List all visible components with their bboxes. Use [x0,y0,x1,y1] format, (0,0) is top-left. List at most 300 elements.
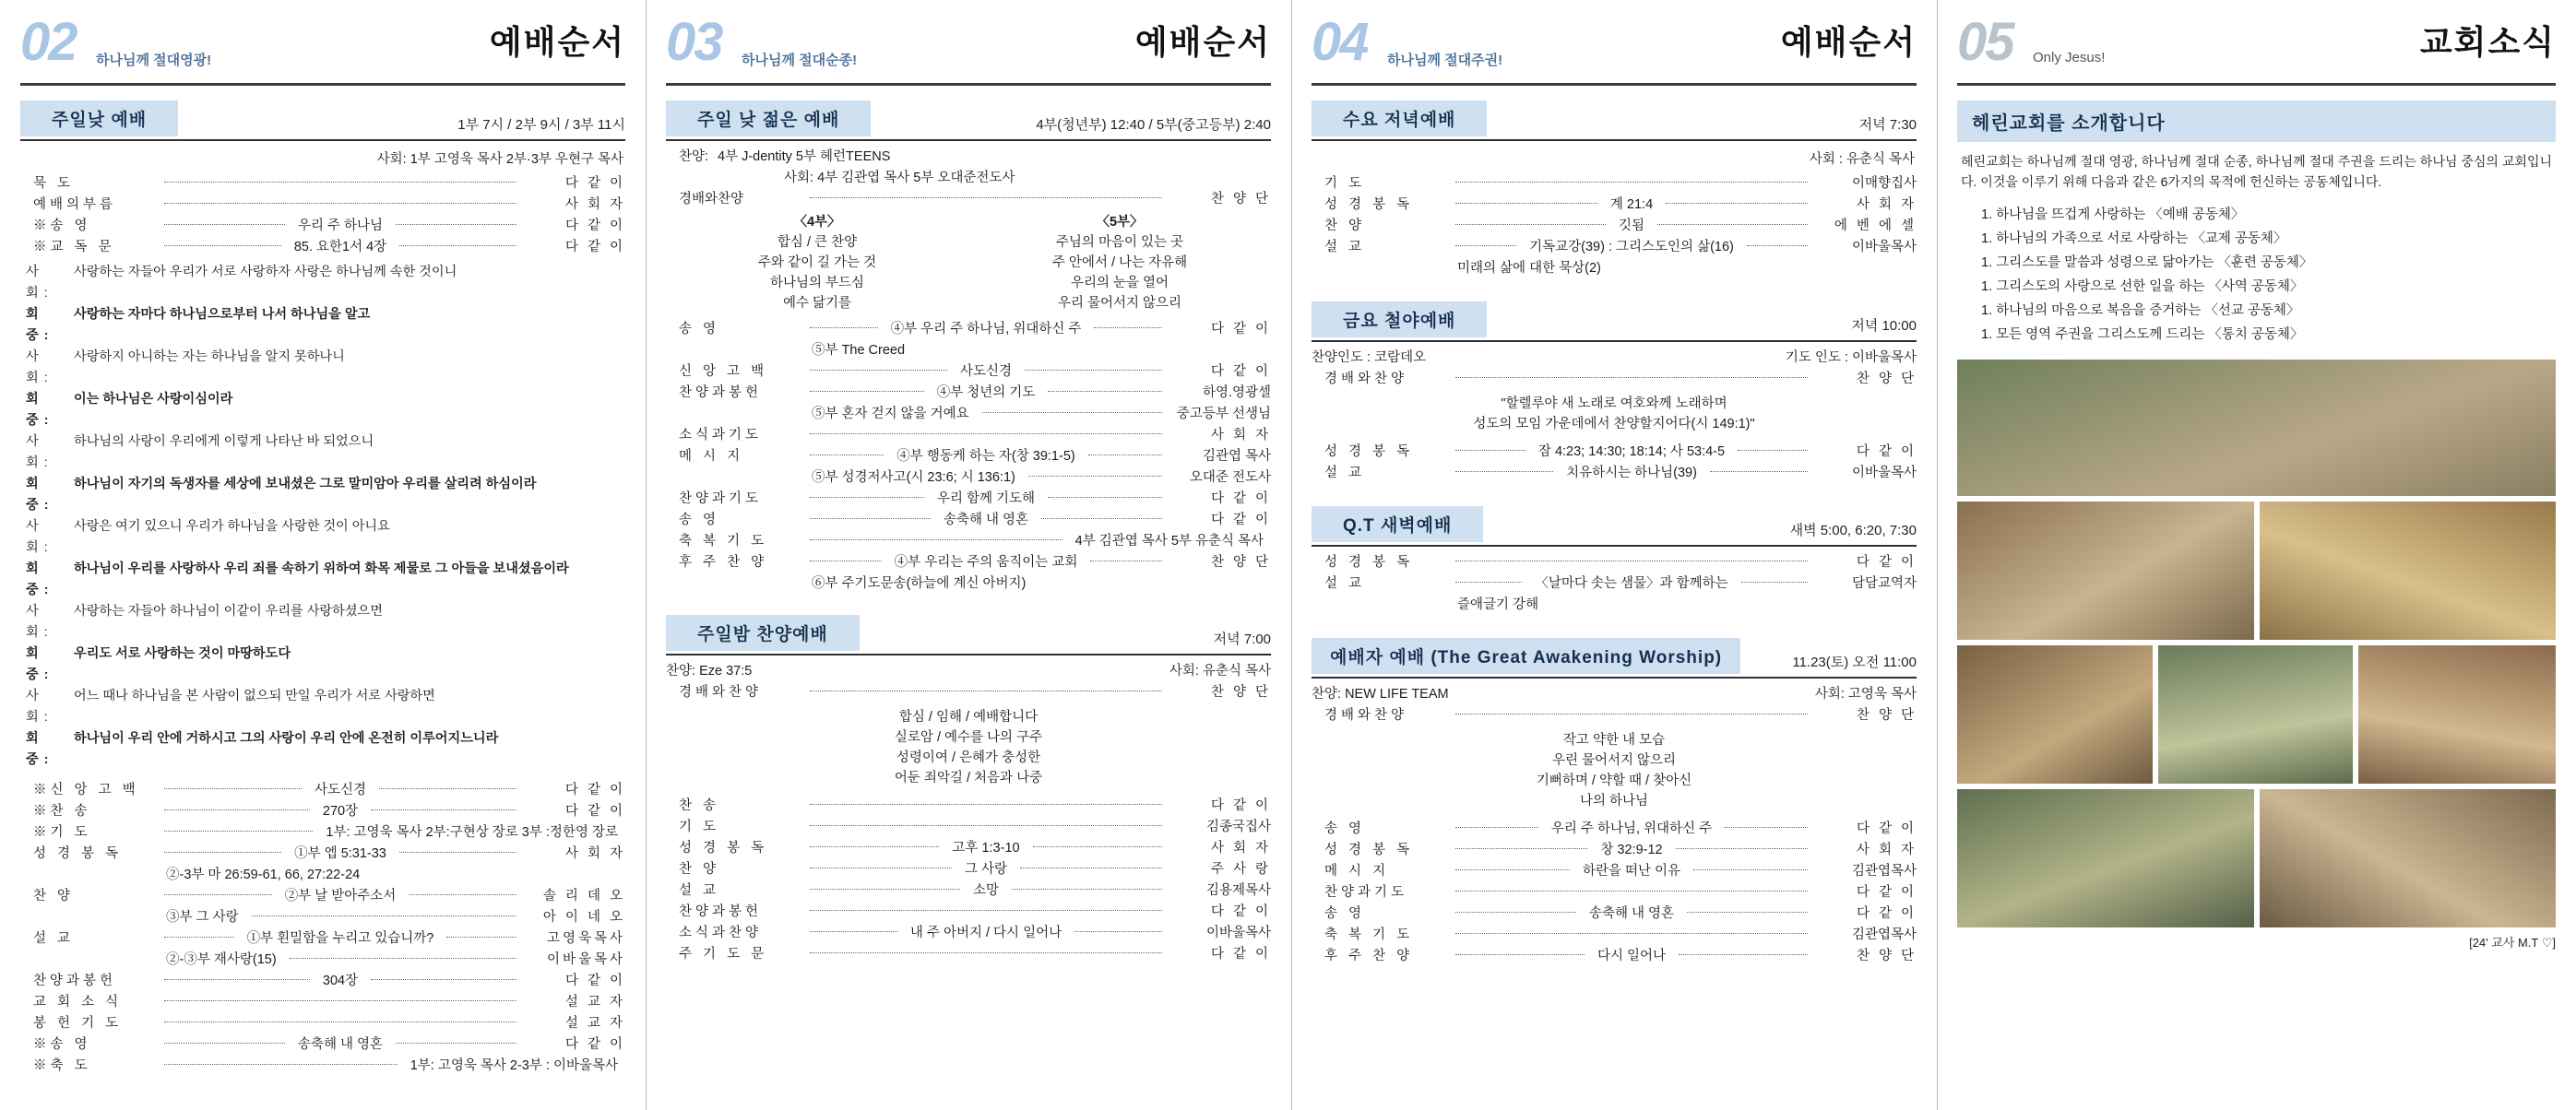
order-label: 후 주 찬 양 [1324,949,1414,963]
order-label: ※송 영 [33,1037,91,1052]
reading-text: 사랑하지 아니하는 자는 하나님을 알지 못하나니 [74,349,345,364]
order-row [20,928,625,950]
order-detail: 송축해 내 영혼 [943,513,1029,527]
song-line: 어둔 죄악길 / 처음과 나중 [894,771,1043,785]
order-row [1312,463,1917,484]
section-title: 주일밤 찬양예배 [666,615,860,651]
order-row [666,552,1271,573]
order-value: 찬 양 단 [1210,555,1272,570]
reading-speaker: 회 중: [26,477,54,513]
dot-leader [371,809,516,810]
order-row [666,838,1271,859]
reading-text: 사랑하는 자들아 우리가 서로 사랑하자 사랑은 하나님께 속한 것이니 [74,265,457,279]
order-detail: 치유하시는 하나님(39) [1566,466,1697,480]
section-rule [1312,545,1917,547]
order-detail: ⑤부 성경저사고(시 23:6; 시 136:1) [812,470,1015,485]
order-row [20,865,625,886]
order-detail: 하란을 떠난 이유 [1582,864,1681,879]
order-row [20,1013,625,1034]
reading-text: 어느 때나 하나님을 본 사람이 없으되 만일 우리가 서로 사랑하면 [74,689,435,703]
order-detail: ⑤부 혼자 걷지 않을 거예요 [812,407,969,421]
order-row [666,817,1271,838]
order-row [20,1056,625,1077]
order-detail: 1부: 고영욱 목사 2-3부 : 이바울목사 [410,1058,618,1073]
order-row [1312,348,1917,369]
dot-leader [164,1021,516,1022]
order-row [20,780,625,801]
reading-speaker: 사 회: [26,604,53,640]
dot-leader [1455,848,1587,849]
song-line: 작고 약한 내 모습 [1562,733,1666,748]
dot-leader [810,910,1162,911]
dot-leader [1679,954,1808,955]
dot-leader [1033,846,1162,847]
section-rule [20,139,625,141]
order-value: 사 회 자 [1210,428,1271,443]
order-row [20,844,625,865]
panel-04-header [1312,12,1917,81]
dot-leader [371,979,516,980]
photo [1957,502,2254,640]
order-value: 다 같 이 [564,974,626,988]
order-row [1312,684,1917,705]
dot-leader [1657,224,1808,225]
order-row [666,340,1271,361]
section-leader: 사회 : 유춘식 목사 [1809,152,1915,167]
panel-title: 교회소식 [2419,23,2556,61]
dot-leader [810,197,1162,198]
order-value: 다 같 이 [564,783,625,797]
order-value: 다 같 이 [1856,885,1917,900]
order-row [20,195,625,216]
order-value: 다 같 이 [564,1037,626,1052]
order-row [20,907,625,928]
dot-leader [1747,245,1808,246]
order-row [666,425,1271,446]
order-detail: 미래의 삶에 대한 묵상(2) [1457,261,1601,276]
order-row [666,189,1271,210]
scripture-quote [1312,394,1917,434]
reading-text: 우리도 서로 사랑하는 것이 마땅하도다 [74,646,291,661]
dot-leader [1455,245,1516,246]
dot-leader [1048,497,1162,498]
song-line: 성령이여 / 은혜가 충성한 [896,750,1041,765]
order-detail: 4부 김관엽 목사 5부 유춘식 목사 [1074,534,1264,549]
order-label: 설 교 [1324,576,1366,591]
order-label: 송 영 [679,322,720,337]
panel-02-header [20,12,625,81]
order-detail: 사도신경 [314,783,367,797]
order-label: ※찬 송 [33,804,91,819]
order-row [1312,258,1917,279]
order-value: 사 회 자 [564,846,625,861]
song-line: 우리 물어서지 않으리 [1057,296,1182,311]
order-row [666,510,1271,531]
dot-leader [1025,370,1162,371]
order-label: 찬양: NEW LIFE TEAM [1312,687,1449,702]
quote-line: "할렐루야 새 노래로 여호와께 노래하며 [1501,396,1727,411]
section-title: 주일 낮 젊은 예배 [666,100,871,136]
intro-heading: 헤린교회를 소개합니다 [1957,100,2556,142]
order-value: 김용제목사 [1205,883,1272,898]
section-rule [666,654,1271,655]
dot-leader [399,245,516,246]
order-label: 소식과기도 [679,428,763,443]
dot-leader [810,952,1162,953]
order-detail: 85. 요한1서 4장 [293,240,387,254]
order-label: 송 영 [679,513,720,527]
order-value: 다 같 이 [1856,555,1917,570]
reading-text: 하나님이 우리 안에 거하시고 그의 사랑이 우리 안에 온전히 이루어지느니라 [74,731,499,746]
reading-text: 하나님이 우리를 사랑하사 우리 죄를 속하기 위하여 화목 제물로 그 아들을 보내셨음이라 [74,561,569,576]
panel-title: 예배순서 [1780,23,1917,61]
section-wednesday-evening [1312,100,1917,279]
reading-line [26,516,625,559]
section-qt-dawn [1312,506,1917,616]
order-value: 다 같 이 [1856,906,1917,921]
order-detail: ④부 우리 주 하나님, 위대하신 주 [890,322,1082,337]
order-value: 찬 양 단 [1856,372,1917,386]
dot-leader [164,1064,398,1065]
order-row [666,147,1271,168]
photo [1957,360,2556,496]
order-row [20,992,625,1013]
order-detail: 기독교강(39) : 그리스도인의 삶(16) [1529,240,1734,254]
panel-04 [1291,0,1937,1110]
order-label: 예배의부름 [33,197,117,212]
panel-02 [0,0,646,1110]
dot-leader [164,788,302,789]
photo-credit: [24' 교사 M.T ♡] [2469,936,2556,950]
song-line: 합심 / 큰 찬양 [777,235,858,250]
reading-text: 사랑하는 자들아 하나님이 이같이 우리를 사랑하셨으면 [74,604,383,619]
order-row [666,923,1271,944]
reading-text: 이는 하나님은 사랑이심이라 [74,392,233,407]
order-label: 성 경 봉 독 [679,841,768,856]
order-row [20,237,625,258]
dot-leader [164,203,516,204]
purpose-item: 1. 그리스도의 사랑으로 선한 일을 하는 〈사역 공동체〉 [1981,279,2304,294]
dot-leader [1455,224,1606,225]
order-label: 송 영 [1324,906,1366,921]
order-value: 다 같 이 [1210,798,1271,813]
order-row [666,682,1271,703]
order-detail: 계 21:4 [1609,197,1654,212]
order-row [666,531,1271,552]
order-detail: ②-3부 마 26:59-61, 66, 27:22-24 [166,868,361,882]
dot-leader [399,852,516,853]
dot-leader [409,894,516,895]
order-list-2 [666,319,1271,595]
order-value: 설 교 자 [564,1016,625,1031]
reading-speaker: 회 중: [26,307,54,343]
section-time: 1부 7시 / 2부 9시 / 3부 11시 [457,117,625,133]
dot-leader [290,958,516,959]
order-value: 김종국집사 [1205,820,1271,834]
order-detail: 우리 주 하나님, 위대하신 주 [1550,821,1713,836]
order-label: 찬양과봉헌 [679,385,763,400]
photo [2260,502,2557,640]
song-line: 주님의 마음이 있는 곳 [1055,235,1184,250]
order-detail: 잠 4:23; 14:30; 18:14; 사 53:4-5 [1537,444,1726,459]
order-label: 찬양과봉헌 [33,974,117,988]
song-line: 나의 하나님 [1579,794,1649,809]
dot-leader [810,433,1162,434]
reading-line [26,728,625,771]
order-label: ※축 도 [33,1058,91,1073]
dot-leader [446,937,516,938]
order-label: 찬양인도 : 코람데오 [1312,350,1427,365]
order-row [20,822,625,844]
dot-leader [1455,203,1597,204]
order-row [1312,369,1917,390]
order-detail: 깃됨 [1619,218,1645,233]
order-list-2 [20,780,625,1077]
photo-row [1957,360,2556,496]
order-label: 경배와찬양 [1324,708,1408,723]
order-value: 이바울목사 [546,952,625,967]
panel-title: 예배순서 [1134,23,1271,61]
order-row [666,404,1271,425]
order-detail: ④부 청년의 기도 [936,385,1036,400]
order-detail: 사도신경 [959,364,1013,379]
photo [1957,789,2254,927]
order-detail: 송축해 내 영혼 [1588,906,1675,921]
order-row [1312,573,1917,595]
section-time: 저녁 7:30 [1858,117,1917,133]
order-row [1312,705,1917,726]
order-value: 사 회 자 [564,197,625,212]
order-row [20,1034,625,1056]
order-row [666,573,1271,595]
panel-subtitle: 하나님께 절대순종! [742,53,858,68]
song-line: 주 안에서 / 나는 자유해 [1051,255,1188,270]
order-label: 성 경 봉 독 [1324,197,1414,212]
reading-speaker: 사 회: [26,349,53,385]
order-value: 다 같 이 [564,218,626,233]
order-value: 주 사 랑 [1210,862,1271,877]
order-row [1312,819,1917,840]
order-value: 솔 리 데 오 [542,889,626,903]
order-row [666,489,1271,510]
order-row [666,319,1271,340]
section-rule [1312,340,1917,342]
order-row [1312,925,1917,946]
dot-leader [1094,327,1162,328]
order-label: 성 경 봉 독 [1324,555,1414,570]
order-value: 기도 인도 : 이바울목사 [1785,350,1917,365]
order-value: 사 회 자 [1856,197,1917,212]
section-friday-allnight [1312,301,1917,484]
header-rule [1957,83,2556,86]
panel-number: 05 [1957,12,2013,72]
order-list-2 [666,796,1271,965]
panel-subtitle: 하나님께 절대영광! [96,53,212,68]
order-detail: 〈날마다 솟는 샘물〉과 함께하는 [1535,576,1728,591]
dot-leader [810,846,939,847]
section-sunday-day-worship [20,100,625,1077]
order-label: 후 주 찬 양 [679,555,768,570]
dot-leader [164,182,516,183]
reading-speaker: 사 회: [26,519,53,555]
song-column-4bu [666,212,968,313]
dot-leader [810,931,897,932]
song-list [666,707,1271,788]
order-label: 성 경 봉 독 [1324,444,1414,459]
reading-speaker: 사 회: [26,265,53,301]
dot-leader [164,852,281,853]
photo [2260,789,2557,927]
photo [2358,645,2556,784]
dot-leader [810,518,931,519]
order-value: 이바울목사 [1851,466,1917,480]
order-label: 축 복 기 도 [679,534,768,549]
purpose-item: 1. 그리스도를 말씀과 성령으로 닮아가는 〈훈련 공동체〉 [1981,255,2313,270]
order-label: ※신 앙 고 백 [33,783,139,797]
order-label: 경배와찬양 [679,685,763,700]
column-head: 〈5부〉 [1096,215,1144,230]
order-label: 찬 송 [679,798,720,813]
dot-leader [810,804,1162,805]
dot-leader [1455,933,1808,934]
responsive-reading [26,262,625,771]
dot-leader [982,412,1162,413]
order-row [666,880,1271,902]
section-rule [1312,677,1917,679]
order-value: 다 같 이 [1210,513,1272,527]
section-rule [666,139,1271,141]
section-sunday-night-praise [666,615,1271,965]
reading-line [26,474,625,516]
order-label: 묵 도 [33,176,75,191]
dot-leader [1455,869,1570,870]
song-list [1312,730,1917,811]
dot-leader [1074,931,1162,932]
order-row [20,173,625,195]
dot-leader [1455,912,1576,913]
order-row [20,950,625,971]
purpose-list [1981,203,2556,347]
order-row [20,886,625,907]
song-line: 실로암 / 예수를 나의 구주 [894,730,1043,745]
song-line: 하나님의 부드심 [769,276,865,290]
order-row [20,216,625,237]
order-value: 다 같 이 [1210,364,1271,379]
purpose-item: 1. 모든 영역 주권을 그리스도께 드리는 〈통치 공동체〉 [1981,327,2304,342]
order-value: 다 같 이 [1856,444,1917,459]
order-label: 기 도 [679,820,720,834]
reading-line [26,644,625,686]
dot-leader [396,224,516,225]
dot-leader [1666,203,1808,204]
order-row [20,801,625,822]
order-value: 다 같 이 [564,240,625,254]
reading-line [26,262,625,304]
order-value: 다 같 이 [1210,947,1271,962]
order-value: 이바울목사 [1851,240,1917,254]
section-time: 저녁 10:00 [1851,318,1917,334]
dot-leader [1738,450,1808,451]
dot-leader [1455,182,1808,183]
section-worshipper-worship [1312,638,1917,967]
panel-05-header [1957,12,2556,81]
order-row [666,944,1271,965]
dot-leader [810,825,1162,826]
panel-05 [1937,0,2576,1110]
section-time: 저녁 7:00 [1213,632,1271,647]
order-label: 경배와찬양 [1324,372,1408,386]
dot-leader [1741,582,1808,583]
dot-leader [1455,450,1525,451]
intro-text: 헤린교회는 하나님께 절대 영광, 하나님께 절대 순종, 하나님께 절대 주권을 드리는 하나님 중심의 교회입니다. 이것을 이루기 위해 다음과 같은 6가지의 목적에 헌신하는 공동체입니다. [1961,154,2552,189]
reading-line [26,686,625,728]
song-line: 우린 물어서지 않으리 [1551,753,1677,768]
order-value: 사회: 유춘식 목사 [1169,664,1271,679]
order-value: 아 이 네 오 [542,910,625,925]
dot-leader [1048,391,1162,392]
dot-leader [1455,582,1522,583]
order-value: 찬 양 단 [1856,708,1917,723]
reading-speaker: 회 중: [26,392,54,428]
section-title: 주일낮 예배 [20,100,178,136]
reading-speaker: 사 회: [26,689,53,725]
order-row [1312,882,1917,903]
section-title: 금요 철야예배 [1312,301,1487,337]
order-row [1312,595,1917,616]
order-detail: ⑥부 주기도문송(하늘에 계신 아버지) [812,576,1027,591]
order-row [1312,442,1917,463]
order-label: 설 교 [679,883,720,898]
order-detail: 우리 주 하나님 [297,218,384,233]
order-row [1312,173,1917,195]
dot-leader [1710,471,1808,472]
order-row [666,446,1271,467]
reading-speaker: 회 중: [26,561,54,597]
order-label: ※송 영 [33,218,91,233]
order-label: 설 교 [1324,466,1366,480]
order-label: 찬 양 [33,889,75,903]
section-rule [1312,139,1917,141]
photo-row [1957,645,2556,784]
section-time: 11.23(토) 오전 11:00 [1792,655,1917,670]
order-label: 성 경 봉 독 [33,846,123,861]
order-detail: ⑤부 The Creed [812,343,906,358]
header-rule [20,83,625,86]
reading-speaker: 회 중: [26,646,54,682]
section-leader: 사회: 1부 고영욱 목사 2부·3부 우현구 목사 [376,152,623,167]
order-detail: 4부 J-dentity 5부 헤런TEENS [718,149,891,164]
photo-gallery [1957,360,2556,927]
order-value: 찬 양 단 [1210,192,1271,207]
dot-leader [164,937,234,938]
header-rule [1312,83,1917,86]
dot-leader [164,979,310,980]
photo [2158,645,2354,784]
order-value: 사 회 자 [1210,841,1272,856]
order-detail: 270장 [322,804,359,819]
order-row [666,168,1271,189]
order-label: 경배와찬양 [679,192,744,207]
dot-leader [810,889,960,890]
order-label: 설 교 [1324,240,1366,254]
order-value: 다 같 이 [1210,904,1271,919]
order-row [666,796,1271,817]
dot-leader [379,788,516,789]
order-row [1312,237,1917,258]
dot-leader [1455,891,1808,892]
order-value: 찬 양 단 [1856,949,1917,963]
order-row [666,661,1271,682]
